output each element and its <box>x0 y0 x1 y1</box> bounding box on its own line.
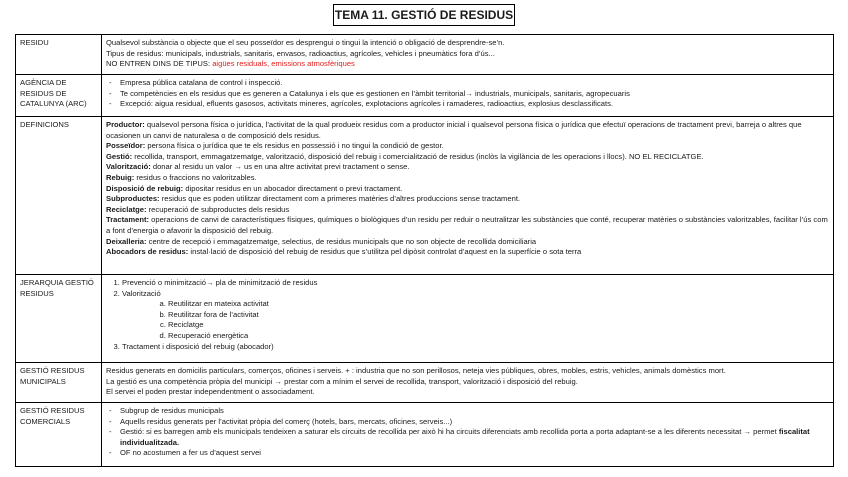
content-residu <box>102 35 834 75</box>
jerarquia-sub-item: c. Reciclatge <box>168 320 829 331</box>
comercials-item: - Aquells residus generats per l’activitat pròpia del comerç (hotels, bars, mercats, oficines, serveis...) <box>120 417 829 428</box>
def-posseidor: Posseïdor: persona física o jurídica que te els residus en possessió i no tingui la condició de gestor. <box>106 141 444 151</box>
row-comercials <box>16 403 834 467</box>
content-municipals <box>102 363 834 403</box>
row-municipals <box>16 363 834 403</box>
jerarquia-item-1: 1. Prevenció o minimització→ pla de minimització de residus <box>122 278 829 289</box>
row-residu <box>16 35 834 75</box>
municipals-line-1: Residus generats en domicilis particulars, comerços, oficines i serveis. + : industria que no son perillosos, neteja vies públiques, obres, mobles, estris, vehicles, animals domèstics mort. <box>106 366 726 375</box>
exclusions-red-text: aigües residuals, emissions atmosfèriques <box>212 59 355 69</box>
content-definicions <box>102 117 834 275</box>
jerarquia-item-3: 3. Tractament i disposició del rebuig (abocador) <box>122 342 829 353</box>
content-comercials <box>102 403 834 467</box>
def-deixalleria: Deixalleria: centre de recepció i emmagatzematge, selectius, de residus municipals que no son objecte de recollida domiciliaria <box>106 236 537 246</box>
def-subproductes: Subproductes: residus que es poden utilitzar directament com a primeres matèries d’altres produccions sense tractament. <box>106 194 521 204</box>
comercials-item: - OF no acostumen a fer us d’aquest servei <box>120 448 829 459</box>
agencia-item: - Empresa pública catalana de control i inspecció. <box>120 78 829 89</box>
label-definicions: DEFINICIONS <box>16 117 102 275</box>
jerarquia-sub-item: b. Reutilitzar fora de l’activitat <box>168 310 829 321</box>
row-definicions <box>16 117 834 275</box>
jerarquia-item-2 <box>122 289 829 342</box>
jerarquia-sub-item: a. Reutilitzar en mateixa activitat <box>168 299 829 310</box>
agencia-item: - Te competències en els residus que es generen a Catalunya i els que es gestionen en l’àmbit territorial→ industrials, municipals, sanitaris, agropecuaris <box>120 89 829 100</box>
jerarquia-sub-item: d. Recuperació energètica <box>168 331 829 342</box>
row-agencia <box>16 75 834 117</box>
label-residu: RESIDU <box>16 35 102 75</box>
content-agencia <box>102 75 834 117</box>
def-valoritzacio: Valorització: donar al residu un valor → us en una altre activitat previ tractament o sense. <box>106 162 410 172</box>
page-title: TEMA 11. GESTIÓ DE RESIDUS <box>333 4 515 26</box>
def-reciclatge: Reciclatge: recuperació de subproductes dels residus <box>106 204 290 214</box>
def-disposicio: Disposició de rebuig: dipositar residus en un abocador directament o previ tractament. <box>106 183 403 193</box>
label-municipals: GESTIÓ RESIDUS MUNICIPALS <box>16 363 102 403</box>
row-jerarquia <box>16 275 834 363</box>
residu-definition: Qualsevol substància o objecte que el seu posseïdor es desprengui o tingui la intenció o obligació de desprendre-se’n. <box>106 38 505 47</box>
label-agencia: AGÈNCIA DE RESIDUS DE CATALUNYA (ARC) <box>16 75 102 117</box>
agencia-item: - Excepció: aigua residual, efluents gasosos, activitats mineres, agrícoles, explotacions agrícoles i ramaderes, radioactius, explosius desclassificats. <box>120 99 829 110</box>
def-rebuig: Rebuig: residus o fraccions no valoritzables. <box>106 172 257 182</box>
def-abocadors: Abocadors de residus: instal·lació de disposició del rebuig de residus que s’utilitza pel dipòsit controlat d’aquest en la superfície o sota terra <box>106 247 582 257</box>
def-tractament: Tractament: operacions de canvi de característiques físiques, químiques o biològiques d’un residu per reduir o neutralitzar les substàncies que conté, recuperar matèries o substàncies valoritzables, facilitar l’ús com a font d’energia o afavorir la disposició del rebuig. <box>106 215 828 235</box>
content-table <box>15 34 834 467</box>
def-productor: Productor: qualsevol persona física o jurídica, l’activitat de la qual produeix residus com a productor inicial i qualsevol persona física o jurídica que efectuï operacions de tractament previ, barreja o altres que ocasionen un canvi de naturalesa o de composició dels residus. <box>106 120 802 140</box>
jerarquia-valoritzacio: Valorització <box>122 288 161 298</box>
label-comercials: GESTIÓ RESIDUS COMERCIALS <box>16 403 102 467</box>
def-gestio: Gestió: recollida, transport, emmagatzematge, valorització, disposició del rebuig i comercialització de residus (inclòs la vigilància de les operacions i llocs). NO EL RECICLATGE. <box>106 151 704 161</box>
comercials-item: - Gestió: si es barregen amb els municipals tendeixen a saturar els circuits de recollida per això hi ha circuits diferenciats amb recollida porta a porta adaptant-se a les diferents necessitat → permet fiscalitat individualitzada. <box>120 427 829 448</box>
content-jerarquia <box>102 275 834 363</box>
residu-types: Tipus de residus: municipals, industrials, sanitaris, envasos, radioactius, agrícoles, vehicles i pneumàtics fora d’ús... <box>106 48 495 58</box>
exclusions-prefix: NO ENTREN DINS DE TIPUS: <box>106 59 213 69</box>
comercials-item: - Subgrup de residus municipals <box>120 406 829 417</box>
municipals-line-2: La gestió es una competència pròpia del municipi → prestar com a mínim el servei de recollida, transport, valorització i disposició del rebuig. <box>106 376 578 386</box>
residu-exclusions <box>106 59 829 70</box>
label-jerarquia: JERARQUIA GESTIÓ RESIDUS <box>16 275 102 363</box>
municipals-line-3: El servei el poden prestar independentment o associadament. <box>106 387 315 397</box>
